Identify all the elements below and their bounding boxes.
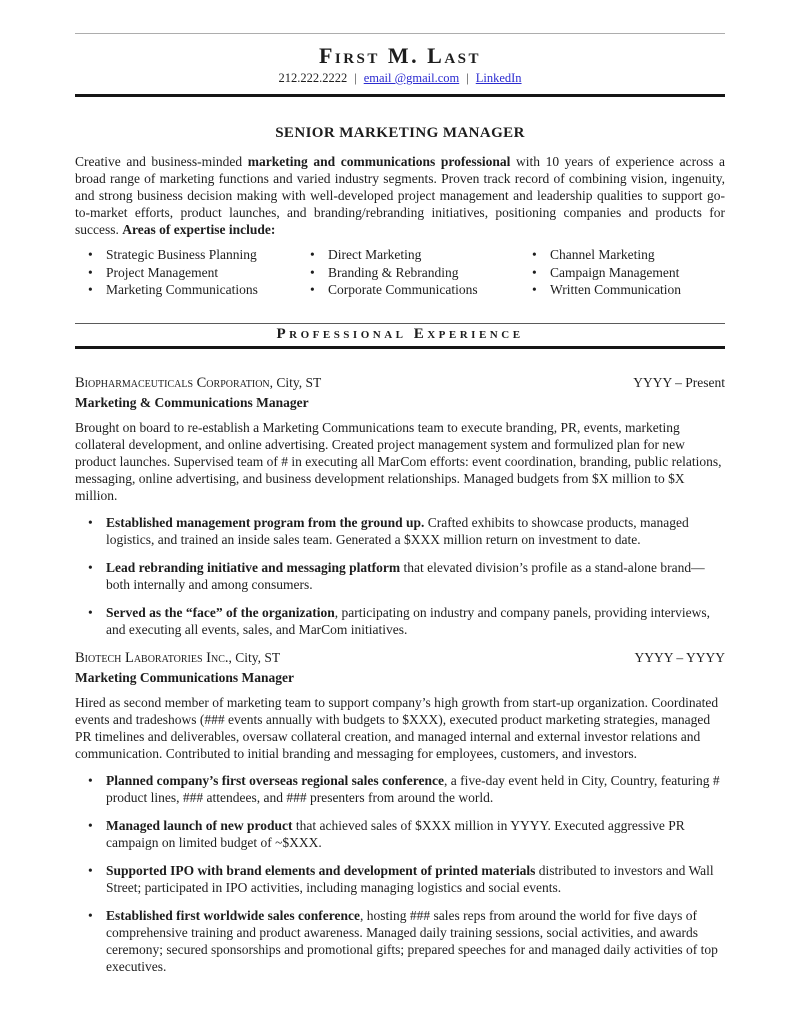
job-entry: [75, 649, 725, 975]
header-divider: [75, 94, 725, 97]
bullet-icon: •: [310, 264, 315, 280]
bullet-text: [106, 817, 725, 851]
company-line: [75, 374, 321, 392]
linkedin-link[interactable]: LinkedIn: [475, 71, 522, 85]
bullet-lead: Supported IPO with brand elements and development of printed materials: [106, 862, 536, 878]
expertise-item: [75, 246, 297, 264]
bullet-icon: •: [88, 247, 93, 262]
bullet-icon: •: [88, 559, 93, 575]
bullet-text: [106, 559, 725, 593]
job-bullet: [75, 862, 725, 896]
job-bullet: [75, 772, 725, 806]
expertise-label: Corporate Communications: [328, 282, 478, 297]
job-entry: [75, 374, 725, 638]
job-description: Brought on board to re-establish a Marketing Communications team to execute branding, PR, events, marketing collateral development, and online advertising. Created project management system and formulized plan for new product launches. Supervised team of # in executing all MarCom efforts: event coordination, branding, public relations, messaging, online advertising, and business development relationships. Managed budgets from $X million to $X million.: [75, 419, 722, 503]
job-bullet: [75, 907, 725, 975]
bullet-icon: •: [88, 264, 93, 280]
bullet-icon: •: [88, 772, 93, 788]
job-bullet-list: [75, 772, 725, 975]
expertise-item: [75, 264, 297, 282]
expertise-item: [519, 264, 725, 282]
bullet-icon: •: [88, 907, 93, 923]
job-title: Marketing Communications Manager: [75, 669, 294, 685]
expertise-item: [519, 246, 725, 264]
job-title: Marketing & Communications Manager: [75, 394, 309, 410]
bullet-text: [106, 772, 725, 806]
summary-expertise-label: Areas of expertise include:: [122, 222, 276, 237]
company-name: Biotech Laboratories Inc.: [75, 649, 229, 666]
job-dates: YYYY – Present: [633, 374, 725, 390]
bullet-icon: •: [88, 604, 93, 620]
bullet-rest: distributed to investors and Wall Street; participated in IPO activities, including managing logistics and social events.: [106, 862, 714, 895]
job-header: [75, 649, 725, 667]
bullet-lead: Established management program from the ground up.: [106, 514, 425, 530]
expertise-item: [297, 281, 519, 299]
top-divider: [75, 33, 725, 34]
summary-bold-phrase: marketing and communications professional: [247, 154, 511, 169]
phone-number: 212.222.2222: [278, 71, 348, 85]
contact-line: [75, 70, 725, 86]
expertise-label: Direct Marketing: [328, 247, 422, 262]
expertise-label: Branding & Rebranding: [328, 264, 459, 280]
bullet-text: [106, 862, 725, 896]
bullet-rest: Crafted exhibits to showcase products, managed logistics, and trained an inside sales team. Generated a $XXX million return on investment to date.: [106, 514, 689, 547]
job-dates: YYYY – YYYY: [634, 649, 725, 665]
company-location: , City, ST: [228, 649, 281, 665]
bullet-rest: , participating on industry and company panels, providing interviews, and executing all events, sales, and MarCom initiatives.: [106, 604, 711, 637]
expertise-item: [297, 246, 519, 264]
expertise-item: [297, 264, 519, 282]
bullet-icon: •: [88, 282, 93, 297]
bullet-rest: that elevated division’s profile as a stand-alone brand—both internally and among consumers.: [106, 559, 705, 592]
bullet-rest: , hosting ### sales reps from around the world for five days of comprehensive training and product awareness. Managed daily training sessions, social activities, and awards ceremony; secured sponsorships and promotional gifts; prepared speeches for and managed daily activities of top executives.: [106, 907, 718, 974]
expertise-label: Marketing Communications: [106, 282, 258, 297]
expertise-item: [519, 281, 725, 299]
bullet-icon: •: [532, 282, 537, 297]
resume-name: First M. Last: [318, 43, 482, 68]
email-link[interactable]: email @gmail.com: [363, 71, 460, 85]
expertise-label: Project Management: [106, 264, 219, 280]
contact-separator: |: [354, 71, 357, 85]
expertise-item: [75, 281, 297, 299]
summary-text: with 10 years of experience across a broad range of marketing functions and varied industry segments. Proven track record of combining vision, ingenuity, and strong business decision making with well-developed project management and leadership qualities to support go-to-market efforts, product launches, and branding/rebranding initiatives, positioning companies and products for success.: [75, 154, 725, 237]
expertise-grid: [75, 246, 725, 299]
bullet-icon: •: [310, 247, 315, 262]
bullet-icon: •: [310, 282, 315, 297]
bullet-text: [106, 514, 725, 548]
bullet-lead: Planned company’s first overseas regional sales conference: [106, 772, 444, 788]
bullet-icon: •: [532, 264, 537, 280]
bullet-lead: Established first worldwide sales conference: [106, 907, 360, 923]
expertise-label: Strategic Business Planning: [106, 247, 257, 262]
bullet-icon: •: [88, 862, 93, 878]
expertise-label: Campaign Management: [550, 264, 680, 280]
bullet-lead: Managed launch of new product: [106, 817, 293, 833]
job-description: Hired as second member of marketing team to support company’s high growth from start-up organization. Coordinated events and tradeshows (### events annually with budgets to $XXX), executed product marketing strategies, managed PR timelines and deliverables, oversaw collateral creation, and managed internal and external investor relations and communication. Contributed to initial branding and messaging for employees, customers, and investors.: [75, 694, 719, 761]
bullet-icon: •: [532, 247, 537, 262]
bullet-text: [106, 907, 725, 975]
summary-paragraph: [75, 153, 725, 238]
job-header: [75, 374, 725, 392]
contact-separator: |: [466, 71, 469, 85]
job-bullet: [75, 559, 725, 593]
bullet-text: [106, 604, 725, 638]
company-line: [75, 649, 280, 667]
bullet-lead: Served as the “face” of the organization: [106, 604, 335, 620]
company-name: Biopharmaceuticals Corporation: [75, 374, 270, 391]
job-bullet: [75, 514, 725, 548]
bullet-icon: •: [88, 817, 93, 833]
expertise-label: Written Communication: [550, 282, 682, 297]
job-bullet-list: [75, 514, 725, 638]
company-location: , City, ST: [269, 374, 322, 390]
bullet-rest: , a five-day event held in City, Country, featuring # product lines, ### attendees, and ### presenters from around the world.: [106, 772, 720, 805]
expertise-label: Channel Marketing: [550, 247, 655, 262]
job-bullet: [75, 604, 725, 638]
bullet-rest: that achieved sales of $XXX million in YYYY. Executed aggressive PR campaign on limited budget of ~$XXX.: [106, 817, 685, 850]
bullet-lead: Lead rebranding initiative and messaging platform: [106, 559, 401, 575]
bullet-icon: •: [88, 514, 93, 530]
section-heading-professional-experience: Professional Experience: [75, 323, 725, 349]
job-bullet: [75, 817, 725, 851]
resume-headline: SENIOR MARKETING MANAGER: [275, 125, 525, 141]
summary-text: Creative and business-minded: [75, 154, 248, 169]
